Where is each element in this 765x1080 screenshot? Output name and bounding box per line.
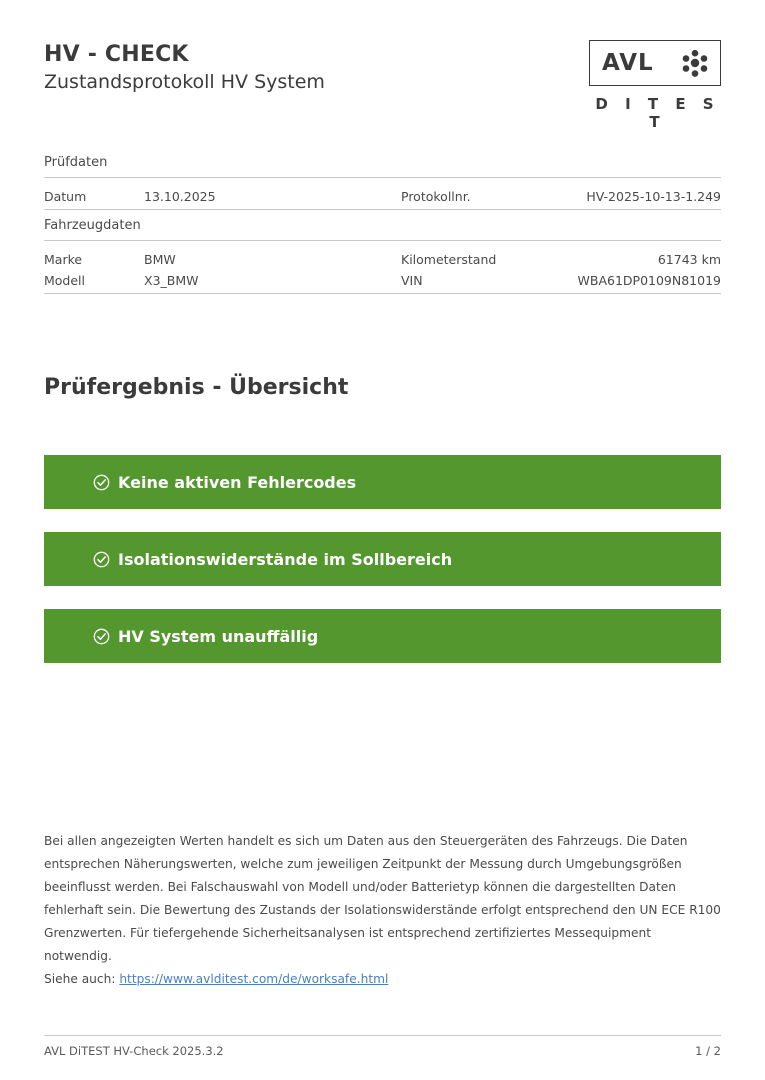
page-title: HV - CHECK bbox=[44, 42, 189, 67]
row-value-right: WBA61DP0109N81019 bbox=[577, 273, 721, 288]
fahrzeugdaten-rows bbox=[44, 249, 721, 291]
table-row bbox=[44, 186, 721, 207]
document-header bbox=[44, 42, 721, 131]
status-label: HV System unauffällig bbox=[118, 626, 319, 646]
avl-ditest-logo bbox=[589, 40, 721, 131]
footer-page-number: 1 / 2 bbox=[695, 1044, 721, 1058]
logo-box bbox=[589, 40, 721, 86]
see-also-label: Siehe auch: bbox=[44, 972, 116, 986]
section-title-fahrzeugdaten: Fahrzeugdaten bbox=[44, 218, 721, 241]
footer-version: AVL DiTEST HV-Check 2025.3.2 bbox=[44, 1044, 224, 1058]
table-row bbox=[44, 270, 721, 291]
status-badge bbox=[44, 609, 721, 663]
section-pruefdaten bbox=[44, 155, 721, 210]
avl-emblem-icon bbox=[680, 48, 710, 78]
title-block bbox=[44, 42, 325, 95]
check-circle-icon bbox=[93, 474, 110, 491]
disclaimer-block bbox=[44, 830, 721, 991]
logo-ditest-text: D I T E S T bbox=[595, 95, 720, 131]
result-heading: Prüfergebnis - Übersicht bbox=[44, 375, 349, 400]
check-circle-icon bbox=[93, 628, 110, 645]
check-circle-icon bbox=[93, 551, 110, 568]
section-title-pruefdaten: Prüfdaten bbox=[44, 155, 721, 178]
row-value-left: 13.10.2025 bbox=[144, 189, 216, 204]
document-footer bbox=[44, 1035, 721, 1058]
worksafe-link[interactable]: https://www.avlditest.com/de/worksafe.html bbox=[119, 972, 389, 986]
row-value-left: X3_BMW bbox=[144, 273, 199, 288]
row-label-right: Protokollnr. bbox=[401, 189, 471, 204]
logo-avl-text: AVL bbox=[602, 49, 654, 76]
page-subtitle: Zustandsprotokoll HV System bbox=[44, 71, 325, 93]
pruefdaten-rows bbox=[44, 186, 721, 207]
status-bars bbox=[44, 455, 721, 686]
row-label-right: Kilometerstand bbox=[401, 252, 497, 267]
page-content bbox=[44, 0, 721, 1080]
status-badge bbox=[44, 532, 721, 586]
row-value-left: BMW bbox=[144, 252, 176, 267]
status-label: Isolationswiderstände im Sollbereich bbox=[118, 549, 453, 569]
disclaimer-text: Bei allen angezeigten Werten handelt es sich um Daten aus den Steuergeräten des Fahrzeugs. Die Daten entsprechen Näherungswerten, welche zum jeweiligen Zeitpunkt der Messung durch Umgebungsgrößen beeinflusst werden. Bei Falschauswahl von Modell und/oder Batterietyp können die dargestellten Daten fehlerhaft sein. Die Bewertung des Zustands der Isolationswiderstände erfolgt entsprechend den UN ECE R100 Grenzwerten. Für tiefergehende Sicherheitsanalysen ist entsprechend zertifiziertes Messequipment notwendig. bbox=[44, 834, 721, 963]
row-label-left: Marke bbox=[44, 252, 83, 267]
row-label-right: VIN bbox=[401, 273, 423, 288]
section-fahrzeugdaten bbox=[44, 218, 721, 294]
table-row bbox=[44, 249, 721, 270]
row-value-right: HV-2025-10-13-1.249 bbox=[586, 189, 721, 204]
status-badge bbox=[44, 455, 721, 509]
row-label-left: Datum bbox=[44, 189, 87, 204]
row-value-right: 61743 km bbox=[657, 252, 721, 267]
section-divider bbox=[44, 209, 721, 210]
section-divider bbox=[44, 293, 721, 294]
row-label-left: Modell bbox=[44, 273, 86, 288]
status-label: Keine aktiven Fehlercodes bbox=[118, 472, 357, 492]
